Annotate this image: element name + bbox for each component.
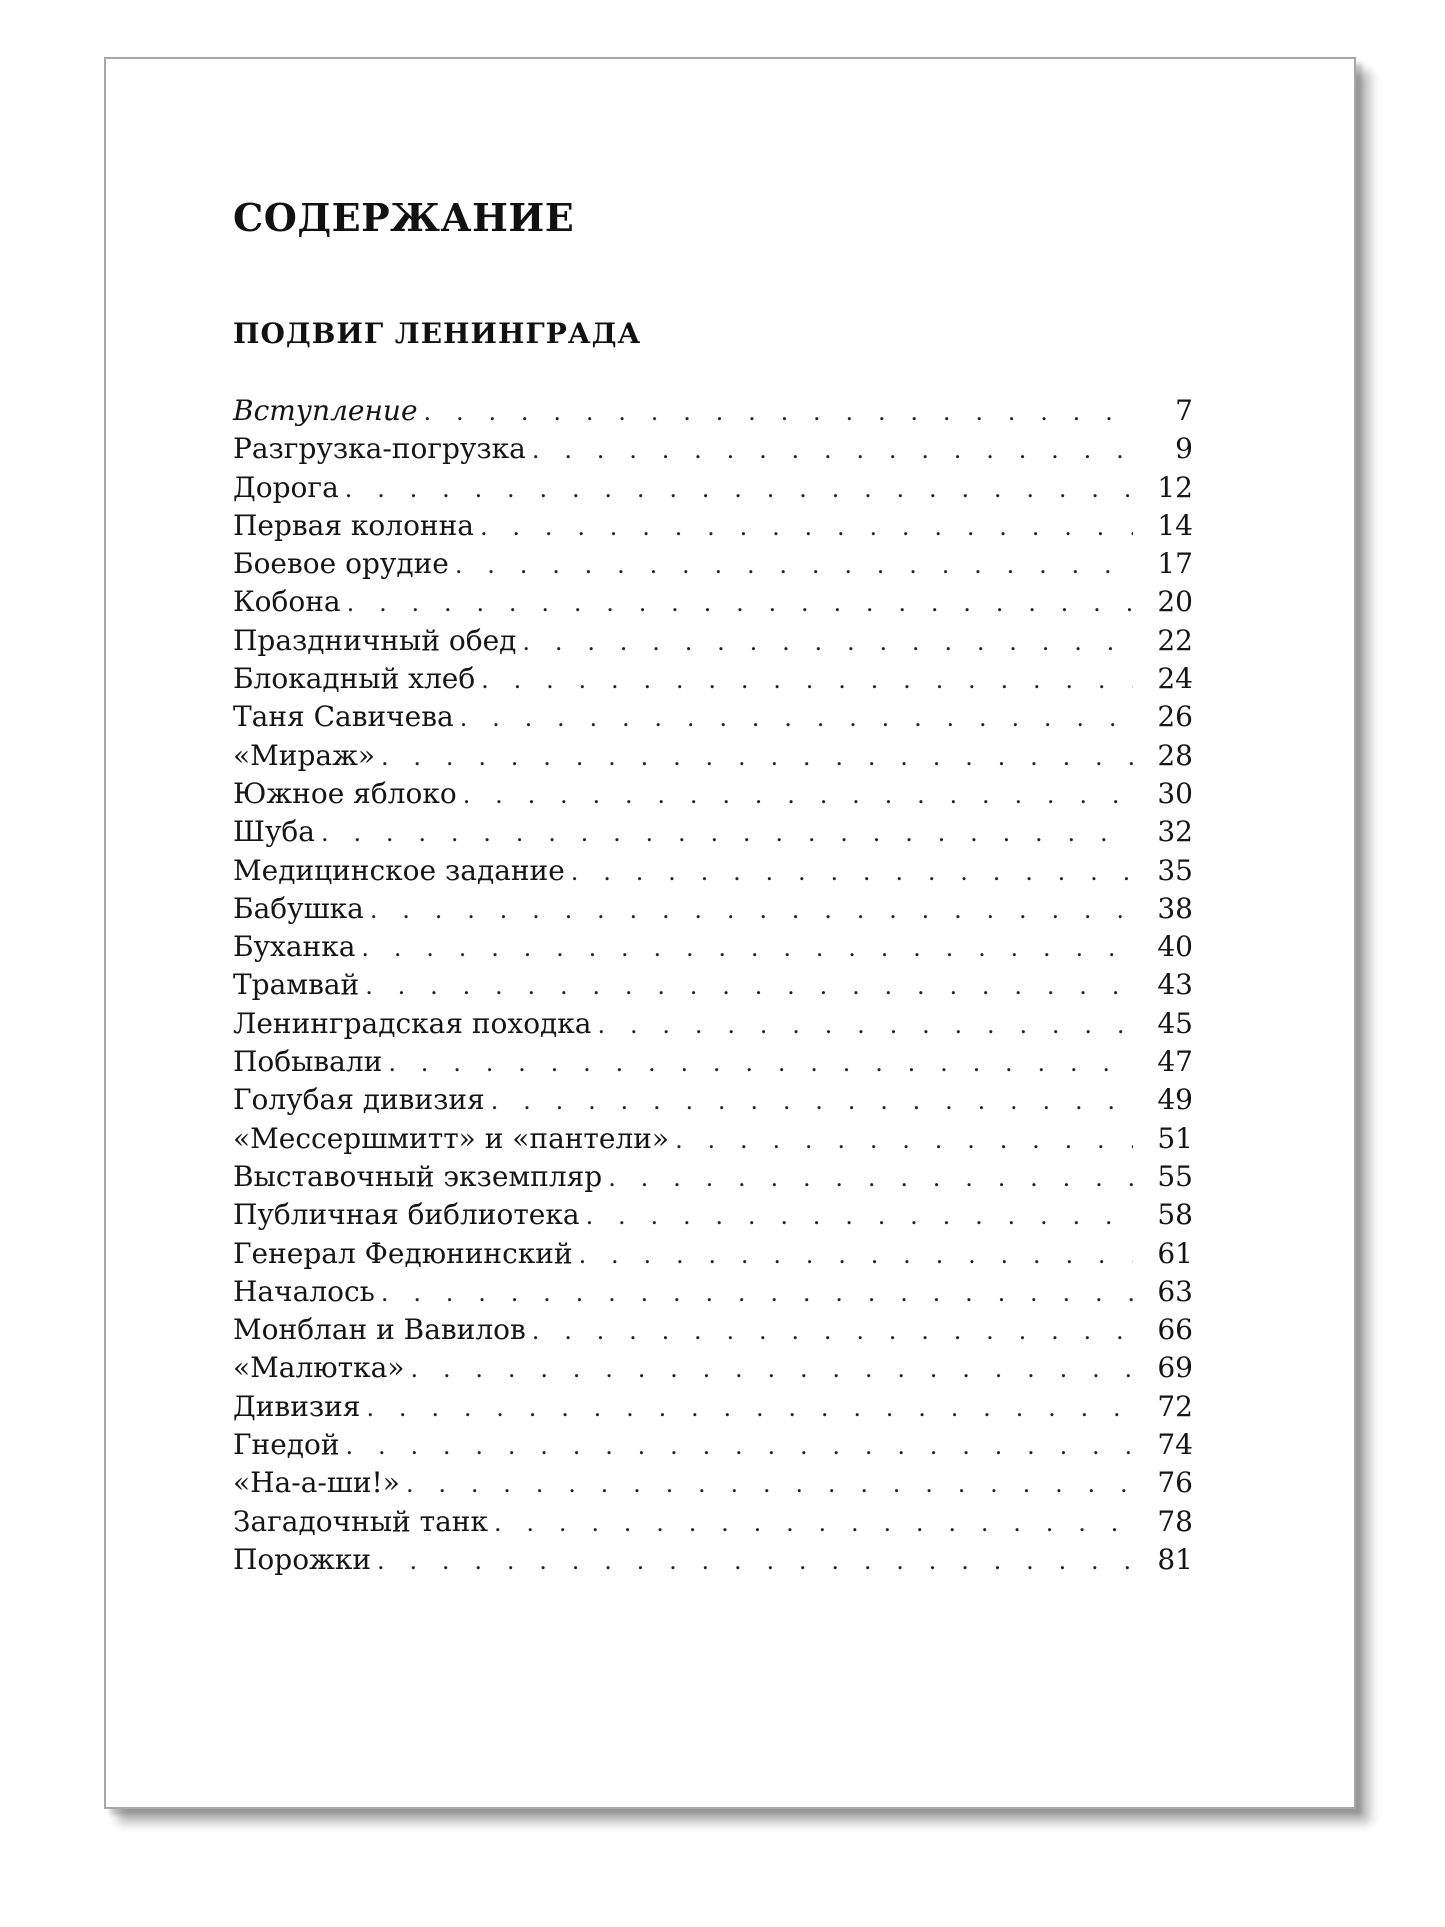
toc-entry [233,1273,1193,1311]
toc-entry [233,1196,1193,1234]
toc-leader-dots [598,1006,1134,1044]
toc-entry-page-number: 78 [1157,1504,1193,1538]
toc-entry-title: «Мираж» [233,738,375,772]
toc-entry-page-number: 51 [1157,1121,1193,1155]
toc-entry-title: Бабушка [233,891,364,925]
toc-entry [233,622,1193,660]
toc-entry-title: Дорога [233,470,339,504]
toc-leader-dots [377,1542,1133,1580]
toc-entry-page-number: 22 [1157,623,1193,657]
toc-entry [233,1005,1193,1043]
section-title: ПОДВИГ ЛЕНИНГРАДА [233,317,642,350]
toc-entry [233,1503,1193,1541]
toc-entry-title: Загадочный танк [233,1504,488,1538]
toc-entry-page-number: 69 [1157,1351,1193,1385]
toc-entry-page-number: 61 [1157,1236,1193,1270]
toc-entry [233,966,1193,1004]
toc-entry-title: Побывали [233,1045,383,1079]
toc-entry-title: «Малютка» [233,1351,405,1385]
toc-entry-page-number: 9 [1175,432,1193,466]
toc-entry-page-number: 63 [1157,1274,1193,1308]
toc-entry-page-number: 28 [1157,738,1193,772]
toc-entry-page-number: 32 [1157,815,1193,849]
toc-entry [233,1311,1193,1349]
toc-entry-title: Таня Савичева [233,700,454,734]
toc-entry-title: Вступление [233,394,418,427]
toc-entry [233,469,1193,507]
toc-entry [233,1158,1193,1196]
toc-leader-dots [463,776,1133,814]
toc-entry [233,583,1193,621]
toc-entry-title: Первая колонна [233,508,474,542]
toc-entry-title: «Мессершмитт» и «пантели» [233,1121,670,1155]
toc-entry-title: Шуба [233,815,315,849]
toc-entry-title: Трамвай [233,968,360,1002]
toc-entry-title: Боевое орудие [233,547,449,581]
toc-entry-title: Генерал Федюнинский [233,1236,573,1270]
toc-leader-dots [608,1159,1133,1197]
toc-entry [233,1120,1193,1158]
toc-entry-page-number: 20 [1157,585,1193,619]
toc-entry-page-number: 74 [1157,1428,1193,1462]
toc-leader-dots [532,431,1133,469]
toc-entry-title: Разгрузка-погрузка [233,432,526,466]
page-title: СОДЕРЖАНИЕ [233,195,575,240]
toc-leader-dots [480,508,1133,546]
toc-entry-page-number: 43 [1157,968,1193,1002]
toc-entry-page-number: 49 [1157,1083,1193,1117]
toc-entry-title: Блокадный хлеб [233,662,476,696]
toc-entry-title: Ленинградская походка [233,1006,592,1040]
toc-leader-dots [460,699,1133,737]
toc-leader-dots [410,1350,1133,1388]
toc-entry-title: Гнедой [233,1428,340,1462]
toc-entry [233,1081,1193,1119]
toc-leader-dots [424,393,1133,431]
toc-leader-dots [345,470,1133,508]
toc-entry-page-number: 17 [1157,547,1193,581]
toc-entry [233,775,1193,813]
toc-entry-page-number: 12 [1157,470,1193,504]
toc-entry-title: Кобона [233,585,341,619]
toc-entry [233,1388,1193,1426]
toc-leader-dots [481,661,1133,699]
toc-entry-page-number: 35 [1157,853,1193,887]
toc-leader-dots [346,1427,1133,1465]
toc-entry [233,1043,1193,1081]
toc-entry-title: Выставочный экземпляр [233,1159,603,1193]
toc-leader-dots [366,1389,1133,1427]
toc-leader-dots [532,1312,1133,1350]
toc-entry-page-number: 47 [1157,1045,1193,1079]
toc-entry [233,1235,1193,1273]
toc-entry [233,890,1193,928]
toc-entry-page-number: 72 [1157,1389,1193,1423]
toc-entry [233,507,1193,545]
table-of-contents [233,392,1193,1579]
toc-leader-dots [381,1274,1133,1312]
toc-entry-page-number: 58 [1157,1198,1193,1232]
toc-entry-page-number: 7 [1175,394,1193,427]
toc-entry-title: Южное яблоко [233,776,457,810]
toc-entry [233,430,1193,468]
toc-entry-title: Праздничный обед [233,623,517,657]
toc-entry-title: Началось [233,1274,375,1308]
toc-entry-page-number: 26 [1157,700,1193,734]
toc-leader-dots [522,623,1133,661]
toc-leader-dots [370,891,1133,929]
toc-entry-title: Дивизия [233,1389,361,1423]
toc-entry [233,1541,1193,1579]
toc-leader-dots [361,929,1133,967]
toc-entry-page-number: 76 [1157,1466,1193,1500]
toc-leader-dots [381,738,1133,776]
toc-entry [233,852,1193,890]
toc-entry-page-number: 30 [1157,776,1193,810]
toc-entry [233,813,1193,851]
toc-entry [233,737,1193,775]
toc-leader-dots [365,967,1133,1005]
toc-leader-dots [586,1197,1133,1235]
toc-leader-dots [347,584,1133,622]
toc-entry [233,1426,1193,1464]
toc-entry [233,1464,1193,1502]
toc-entry [233,392,1193,430]
toc-entry [233,1349,1193,1387]
toc-entry-page-number: 14 [1157,508,1193,542]
toc-entry [233,660,1193,698]
toc-leader-dots [455,546,1133,584]
toc-leader-dots [579,1236,1133,1274]
toc-leader-dots [675,1121,1133,1159]
toc-entry-page-number: 55 [1157,1159,1193,1193]
toc-entry-page-number: 81 [1157,1542,1193,1576]
toc-entry-title: Буханка [233,930,356,964]
toc-entry-title: Порожки [233,1542,371,1576]
toc-entry-title: Монблан и Вавилов [233,1313,526,1347]
toc-entry-title: «На-а-ши!» [233,1466,400,1500]
toc-leader-dots [494,1504,1133,1542]
toc-entry [233,698,1193,736]
toc-entry-title: Голубая дивизия [233,1083,485,1117]
toc-entry [233,545,1193,583]
toc-leader-dots [321,814,1133,852]
toc-leader-dots [571,853,1133,891]
toc-entry-title: Медицинское задание [233,853,565,887]
toc-entry-page-number: 38 [1157,891,1193,925]
toc-leader-dots [388,1044,1133,1082]
book-page [104,57,1356,1809]
toc-entry-page-number: 40 [1157,930,1193,964]
toc-entry [233,928,1193,966]
toc-entry-page-number: 45 [1157,1006,1193,1040]
toc-entry-page-number: 66 [1157,1313,1193,1347]
toc-leader-dots [406,1465,1133,1503]
toc-leader-dots [491,1082,1133,1120]
toc-entry-page-number: 24 [1157,662,1193,696]
toc-entry-title: Публичная библиотека [233,1198,580,1232]
